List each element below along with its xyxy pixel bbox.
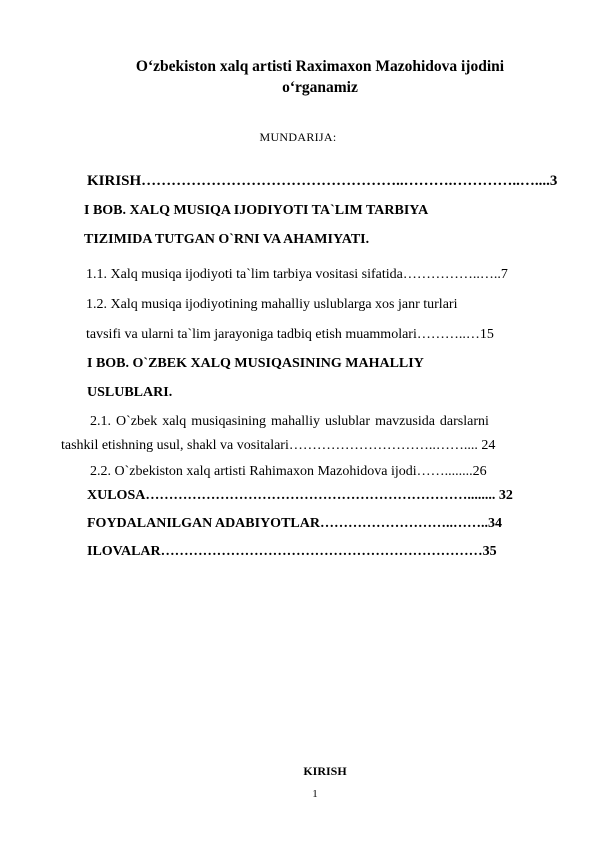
toc-chapter-2-line-1: I BOB. O`ZBEK XALQ MUSIQASINING MAHALLIY	[87, 356, 424, 371]
document-title	[110, 56, 530, 98]
contents-heading: MUNDARIJA:	[259, 130, 337, 144]
toc-chapter-1-line-1: I BOB. XALQ MUSIQA IJODIYOTI TA`LIM TARBIYA	[84, 203, 429, 218]
toc-section-1-1: 1.1. Xalq musiqa ijodiyoti ta`lim tarbiya vositasi sifatida……………..…..7	[86, 267, 508, 282]
title-line-1: O‘zbekiston xalq artisti Raximaxon Mazohidova ijodini	[135, 58, 505, 75]
toc-section-2-1-line-2: tashkil etishning usul, shakl va vositalari…………………………..…….... 24	[61, 438, 496, 453]
toc-section-2-1-line-1: 2.1. O`zbek xalq musiqasining mahalliy uslublar mavzusida darslarni	[90, 414, 489, 429]
toc-section-1-2-line-2: tavsifi va ularni ta`lim jarayoniga tadbiq etish muammolari………..…15	[86, 327, 494, 342]
title-line-2: o‘rganamiz	[282, 79, 358, 96]
footer-heading: KIRISH	[303, 764, 347, 778]
toc-entry-ilovalar: ILOVALAR……………………………………………………………35	[87, 544, 497, 559]
toc-entry-foydalanilgan-adabiyotlar: FOYDALANILGAN ADABIYOTLAR………………………..……..34	[87, 516, 502, 531]
toc-chapter-2-line-2: USLUBLARI.	[87, 385, 173, 400]
toc-entry-xulosa: XULOSA……………………………………………………………........ 32	[87, 488, 513, 503]
toc-entry-kirish: KIRISH……………………………………………..……….…………..…....3	[87, 173, 558, 189]
page-number: 1	[312, 788, 318, 800]
toc-chapter-1-line-2: TIZIMIDA TUTGAN O`RNI VA AHAMIYATI.	[84, 232, 370, 247]
toc-section-2-2: 2.2. O`zbekiston xalq artisti Rahimaxon Mazohidova ijodi……........26	[90, 464, 487, 479]
toc-section-1-2-line-1: 1.2. Xalq musiqa ijodiyotining mahalliy uslublarga xos janr turlari	[86, 297, 458, 312]
